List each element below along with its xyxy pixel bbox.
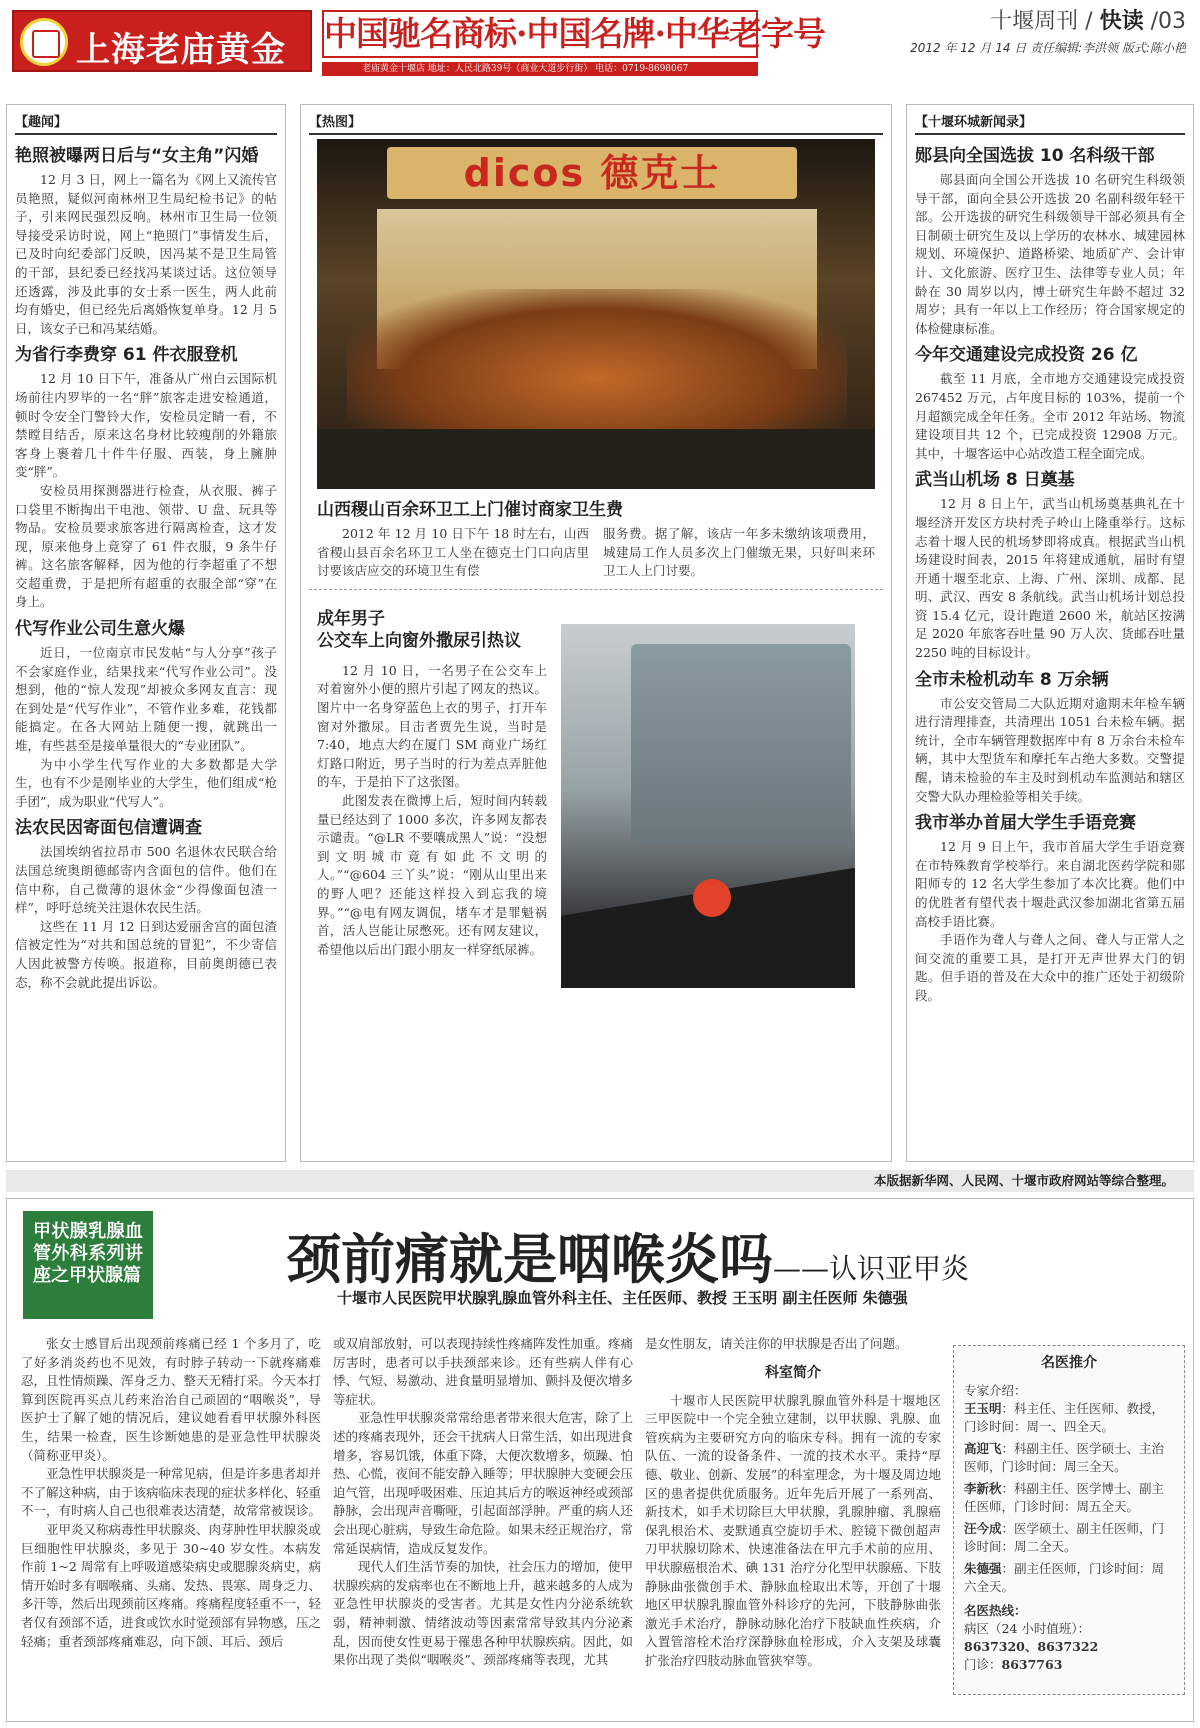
right-article-5 (915, 812, 1185, 1005)
photo1-text-a: 2012 年 12 月 10 日下午 18 时左右，山西省稷山县百余名环卫工人坐在德克士门口向店里讨要该店应交的环境卫生有偿 (317, 526, 589, 579)
recommend-intro: 专家介绍： (964, 1383, 1027, 1398)
article-para: 亚甲炎又称病毒性甲状腺炎、肉芽肿性甲状腺炎或巨细胞性甲状腺炎，多见于 30~40 岁女性。本病发作前 1~2 周常有上呼吸道感染病史或腮腺炎病史，病情开始时多有咽喉痛、头痛、发热、畏寒、周身乏力、多汗等，然后出现颈前区疼痛。疼痛程度轻重不一，轻者仅有颈部不适，进食或饮水时觉颈部有异物感，压之轻痛；重者颈部疼痛难忍，向下颌、耳后、颈后 (21, 1521, 322, 1649)
right-article-2 (915, 344, 1185, 463)
ad-slogan (322, 10, 825, 58)
section-label: 【趣闻】 (15, 111, 277, 135)
left-column (6, 104, 286, 1162)
article-para: 此图发表在微博上后，短时间内转载量已经达到了 1000 多次，许多网友都表示谴责。“@LR 不要嚷成黑人”说：“没想到文明城市竟有如此不文明的人。”“@604 三丫头”说：“刚从山里出来的野人吧？还能这样投入到忘我的境界。”“@电有网友调侃，堵车才是罪魁祸首，活人岂能让尿憋死。还有网友建议，希望他以后出门跟小朋友一样穿纸尿裤。 (317, 792, 547, 957)
health-subtitle: ——认识亚甲炎 (773, 1252, 970, 1285)
slogan-text: 中国驰名商标·中国名牌·中华老字号 (324, 14, 825, 53)
article-para: 现代人们生活节奏的加快，社会压力的增加，使甲状腺疾病的发病率也在不断地上升，越来越多的人成为亚急性甲状腺炎的受害者。尤其是女性内分泌系统软弱，精神刺激、情绪波动等因素常常导致其内分泌紊乱，因而使女性更易于罹患各种甲状腺疾病。因此，如果你出现了类似“咽喉炎”、颈部疼痛等表现，尤其 (333, 1559, 634, 1668)
doctor-desc: ：副主任医师，门诊时间：周六全天。 (964, 1561, 1165, 1594)
clinic-label: 门诊： (964, 1657, 1002, 1672)
doctor-desc: ：科主任、主任医师、教授，门诊时间：周一、四全天。 (964, 1401, 1165, 1434)
article-para: 亚急性甲状腺炎是一种常见病，但是许多患者却并不了解这种病，由于该病临床表现的症状多样化、轻重不一，有时病人自己也很难表达清楚，故常常被误诊。 (21, 1466, 322, 1519)
ward-label: 病区（24 小时值班）： (964, 1621, 1091, 1636)
left-article-4 (15, 817, 277, 992)
recommend-title: 名医推介 (1041, 1355, 1097, 1371)
right-article-3 (915, 469, 1185, 662)
source-note: 本版据新华网、人民网、十堰市政府网站等综合整理。 (6, 1170, 1194, 1192)
laomiao-emblem-icon (20, 18, 68, 66)
article-para: 张女士感冒后出现颈前疼痛已经 1 个多月了，吃了好多消炎药也不见效，有时脖子转动一下就疼痛难忍，且性情烦躁、浑身乏力、整天无精打采。今天本打算到医院再买点儿药来治治自己顽固的“咽喉炎”，导医护士了解了她的情况后，建议她看看甲状腺外科医生，结果一检查，医生诊断她患的是亚急性甲状腺炎（简称亚甲炎）。 (21, 1336, 322, 1463)
article-para: 或双肩部放射，可以表现持续性疼痛阵发性加重。疼痛厉害时，患者可以手扶颈部来诊。还有些病人伴有心悸、气短、易激动、进食量明显增加、颤抖及便次增多等症状。 (333, 1336, 634, 1407)
health-col-1 (21, 1335, 321, 1651)
left-article-2 (15, 344, 277, 612)
left-article-1 (15, 145, 277, 338)
article-title: 我市举办首届大学生手语竞赛 (915, 813, 1136, 834)
masthead-name: 十堰周刊 (990, 9, 1079, 34)
doctor-entry (964, 1520, 1174, 1556)
health-col-2 (333, 1335, 633, 1670)
article-para: 12 月 10 日下午，准备从广州白云国际机场前往内罗毕的一名“胖”旅客走进安检通道，顿时令安全门警铃大作，安检员定睛一看，不禁瞠目结舌，原来这名身材比较瘦削的外籍旅客身上裹着几十件牛仔服、西装，身上臃肿变“胖”。 (15, 371, 277, 480)
article-para: 安检员用探测器进行检查，从衣服、裤子口袋里不断掏出干电池、领带、U 盘、玩具等物品。安检员要求旅客进行隔离检查，这才发现，原来他身上竟穿了 61 件衣服，9 条牛仔裤。这名旅客解释，因为他的行李超重了不想交超重费，于是把所有超重的衣服全部“穿”在身上。 (15, 482, 277, 610)
article-para: 12 月 9 日上午，我市首届大学生手语竞赛在市特殊教育学校举行。来自湖北医药学院和郧阳师专的 12 名大学生参加了本次比赛。他们中的优胜者有望代表十堰赴武汉参加湖北省第五届高校手语比赛。 (915, 839, 1185, 929)
right-column (906, 104, 1194, 1162)
doctor-recommend-box (953, 1345, 1185, 1695)
section-label: 【十堰环城新闻录】 (915, 111, 1185, 135)
photo1-title: 山西稷山百余环卫工上门催讨商家卫生费 (317, 500, 623, 520)
clinic-phone: 8637763 (1001, 1657, 1063, 1672)
article-para: 手语作为聋人与聋人之间、聋人与正常人之间交流的重要工具，是打开无声世界大门的钥匙。但手语的普及在大众中的推广还处于初级阶段。 (915, 932, 1185, 1003)
laomiao-logo (12, 10, 312, 72)
article-para: 近日，一位南京市民发帖“与人分享”孩子不会家庭作业，结果找来“代写作业公司”。没想到，他的“惊人发现”却被众多网友直言：现在到处是“代写作业”，不管作业多难，花钱都能搞定。在各大网站上随便一搜，就跳出一堆，有些甚至是接单量很大的“专业团队”。 (15, 645, 277, 754)
dept-text: 十堰市人民医院甲状腺乳腺血管外科是十堰地区三甲医院中一个完全独立建制，以甲状腺、乳腺、血管疾病为主要研究方向的临床专科。拥有一流的专家队伍、一流的设备条件、一流的技术水平。秉持“厚德、敬业、创新、发展”的科室理念，为十堰及周边地区的患者提供优质服务。近年先后开展了一系列高、新技术，如手术切除巨大甲状腺，乳腺肿瘤、乳腺癌保乳根治术、麦默通真空旋切手术、腔镜下微创超声刀甲状腺切除术、快速准备法在甲亢手术前的应用、甲状腺癌根治术、碘 131 治疗分化型甲状腺癌、下肢静脉曲张微创手术、静脉血栓取出术等，开创了十堰地区甲状腺乳腺血管外科诊疗的先河，下肢静脉曲张激光手术治疗，静脉动脉化治疗下肢缺血性疾病，介入置管溶栓术治疗深静脉血栓形成，介入支架及球囊扩张治疗四肢动脉血管狭窄等。 (645, 1392, 941, 1668)
section-label: 【热图】 (309, 111, 883, 135)
bus-shape (631, 644, 851, 844)
masthead (910, 4, 1186, 56)
health-col-3 (645, 1335, 941, 1671)
article-para: 亚急性甲状腺炎常常给患者带来很大危害，除了上述的疼痛表现外，还会干扰病人日常生活，如出现进食增多，容易饥饿，体重下降，大便次数增多，烦躁、怕热、心慌，夜间不能安静入睡等；甲状腺肿大变硬会压迫气管，出现呼吸困难、压迫其后方的喉返神经或颈部静脉，会出现声音嘶哑，引起面部浮肿。严重的病人还会出现心脏病，导致生命危险。如果未经正规治疗，常常延误病情，造成反复发作。 (333, 1410, 634, 1556)
bus-photo (561, 624, 855, 988)
right-article-4 (915, 669, 1185, 807)
article-para: 12 月 3 日，网上一篇名为《网上又流传官员艳照，疑似河南林州卫生局纪检书记》的帖子，引来网民强烈反响。林州市卫生局一位领导接受采访时说，网上“艳照门”事情发生后，已及时向纪委部门反映，因冯某不是卫生局管的干部，县纪委已经找冯某谈过话。这位领导还透露，涉及此事的女士系一医生，两人此前均有婚史，但已经先后离婚恢复单身。12 月 5 日，该女子已和冯某结婚。 (15, 172, 277, 336)
dashboard-toy (693, 879, 731, 917)
right-article-1 (915, 145, 1185, 338)
store-address: 老庙黄金十堰店 地址：人民北路39号（商业大道步行街） 电话：0719-8698067 (322, 62, 758, 76)
article-title: 艳照被曝两日后与“女主角”闪婚 (15, 146, 259, 166)
article-para: 是女性朋友，请关注你的甲状腺是否出了问题。 (645, 1336, 908, 1351)
workers-crowd (347, 289, 847, 439)
doctor-desc: ：科副主任、医学硕士、主治医师，门诊时间：周三全天。 (964, 1441, 1165, 1474)
ward-line (964, 1620, 1174, 1638)
doctor-desc: ：医学硕士、副主任医师，门诊时间：周二全天。 (964, 1521, 1165, 1554)
article-para: 郧县面向全国公开选拔 10 名研究生科级领导干部，面向全县公开选拔 20 名副科级年轻干部。公开选拔的研究生科级领导干部必须具有全日制硕士研究生及以上学历的农林水、城建园林规划、环境保护、道路桥梁、地质矿产、会计审计、文化旅游、医疗卫生、法律等专业人员；年龄在 30 周岁以内，博士研究生年龄不超过 32 周岁；具有一年以上工作经历；符合国家规定的体检健康标准。 (915, 172, 1185, 336)
article-title: 郧县向全国选拔 10 名科级干部 (915, 146, 1155, 166)
article-para: 12 月 10 日，一名男子在公交车上对着窗外小便的照片引起了网友的热议。图片中一名身穿蓝色上衣的男子，打开车窗对外撒尿。目击者贾先生说，当时是 7:40，地点大约在厦门 SM 商业广场红灯路口附近，男子当时的行为差点弄脏他的车，于是拍下了这张图。 (317, 662, 547, 790)
ground (317, 429, 875, 489)
ward-phone: 8637320、8637322 (964, 1639, 1099, 1654)
issue-info: 2012 年 12 月 14 日 责任编辑:李洪领 版式:陈小艳 (910, 41, 1186, 55)
article-title: 武当山机场 8 日奠基 (915, 470, 1075, 491)
article-title: 为省行李费穿 61 件衣服登机 (15, 345, 238, 366)
health-byline: 十堰市人民医院甲状腺乳腺血管外科主任、主任医师、教授 王玉明 副主任医师 朱德强 (337, 1289, 908, 1307)
doctor-entry (964, 1400, 1174, 1436)
photo2-title-line2: 公交车上向窗外撒尿引热议 (317, 630, 521, 651)
doctor-name: 朱德强 (964, 1561, 1002, 1576)
health-title-main: 颈前痛就是咽喉炎吗 (287, 1227, 773, 1291)
masthead-section: 快读 (1099, 9, 1144, 34)
divider (309, 589, 883, 590)
photo2-title (317, 608, 547, 652)
sanitation-workers-photo (317, 139, 875, 489)
article-para: 法国埃纳省拉昂市 500 名退休农民联合给法国总统奥朗德邮寄内含面包的信件。他们在信中称，自己微薄的退休金“少得像面包渣一样”，呼吁总统关注退休农民生活。 (15, 844, 277, 916)
health-section (6, 1198, 1194, 1722)
article-para: 截至 11 月底，全市地方交通建设完成投资 267452 万元，占年度目标的 103%，提前一个月超额完成全年任务。全市 2012 年站场、物流建设项目共 12 个，已完成投资 12908 万元。其中，十堰客运中心站改造工程全面完成。 (915, 371, 1185, 461)
doctor-desc: ：科副主任、医学博士、副主任医师，门诊时间：周五全天。 (964, 1481, 1165, 1514)
photo1-text-b: 服务费。据了解，该店一年多未缴纳该项费用，城建局工作人员多次上门催缴无果，只好叫来环卫工人上门讨要。 (603, 526, 875, 579)
article-para: 为中小学生代写作业的大多数都是大学生，也有不少是刚毕业的大学生，他们组成“枪手团”，成为职业“代写人”。 (15, 756, 277, 809)
doctor-entry (964, 1440, 1174, 1476)
doctor-name: 高迎飞 (964, 1441, 1002, 1456)
left-article-3 (15, 618, 277, 811)
health-title (287, 1217, 969, 1294)
article-title: 今年交通建设完成投资 26 亿 (915, 345, 1138, 366)
doctor-name: 汪今成 (964, 1521, 1002, 1536)
article-title: 全市未检机动车 8 万余辆 (915, 669, 1109, 690)
article-para: 12 月 8 日上午，武当山机场奠基典礼在十堰经济开发区方块村秃子岭山上隆重举行。这标志着十堰人民的机场梦即将成真。根据武当山机场建设时间表，2015 年将建成通航，届时有望开通十堰至北京、上海、广州、深圳、成都、昆明、武汉、西安 8 条航线。武当山机场计划总投资 15.4 亿元，设计跑道 2600 米，航站区按满足 2020 年旅客吞吐量 90 万人次、货邮吞吐量 2250 吨的目标设计。 (915, 496, 1185, 661)
store-sign: dicos 德克士 (387, 147, 797, 199)
doctor-entry (964, 1560, 1174, 1596)
middle-column (300, 104, 892, 1162)
article-para: 这些在 11 月 12 日到达爱丽舍宫的面包渣信被定性为“对共和国总统的冒犯”，不少寄信人因此被警方传唤。报道称，目前奥朗德已表态，称不会就此提出诉讼。 (15, 918, 277, 990)
doctor-entry (964, 1480, 1174, 1516)
doctor-name: 李新秋 (964, 1481, 1002, 1496)
masthead-title: 十堰周刊 / 快读 /03 (990, 9, 1186, 34)
article-para: 市公安交管局二大队近期对逾期未年检车辆进行清理排查，共清理出 1051 台未检车辆。据统计，全市车辆管理数据库中有 8 万余台未检车辆，其中大型货车和摩托车占绝大多数。交警提醒，请未检验的车主及时到机动车监测站和辖区交警大队办理检验等相关手续。 (915, 695, 1185, 804)
clinic-line (964, 1656, 1174, 1674)
masthead-page: /03 (1150, 9, 1186, 34)
lecture-series-tag: 甲状腺乳腺血管外科系列讲座之甲状腺篇 (23, 1211, 153, 1319)
photo2-article (317, 598, 547, 988)
article-title: 代写作业公司生意火爆 (15, 619, 185, 640)
photo2-title-line1: 成年男子 (317, 608, 385, 629)
logo-text: 上海老庙黄金 (76, 30, 286, 70)
hotline-label: 名医热线： (964, 1603, 1027, 1618)
dept-title: 科室简介 (765, 1364, 821, 1381)
doctor-name: 王玉明 (964, 1401, 1002, 1416)
article-title: 法农民因寄面包信遭调查 (15, 818, 202, 839)
